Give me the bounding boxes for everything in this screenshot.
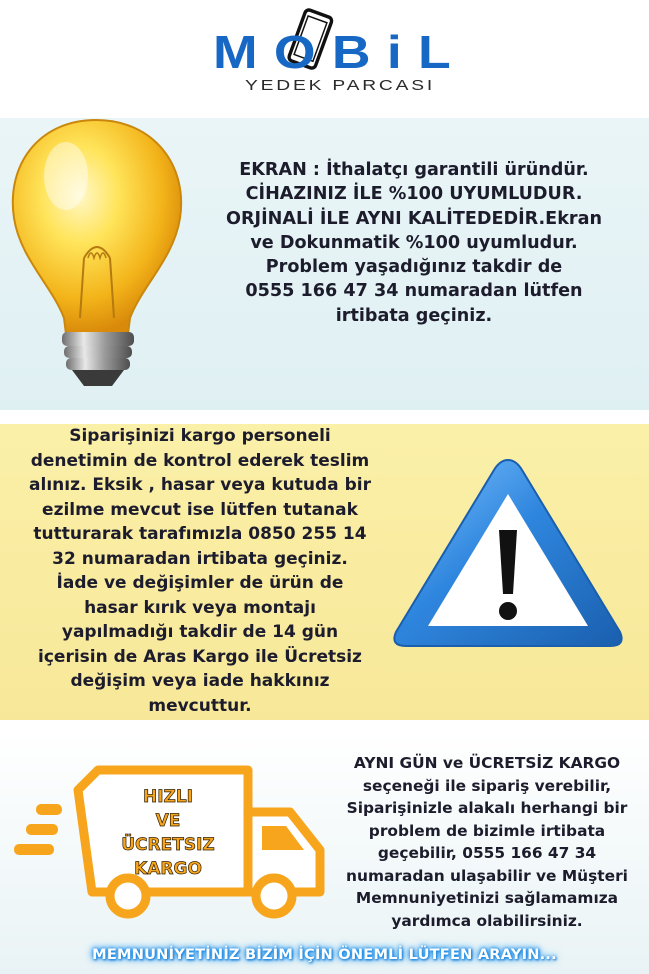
logo bbox=[205, 2, 475, 102]
info-line: EKRAN : İthalatçı garantili üründür. bbox=[239, 160, 589, 180]
info-line: ORJİNALİ İLE AYNI KALİTEDEDİR.Ekran bbox=[226, 208, 602, 229]
warning-line: İade ve değişimler de ürün de bbox=[56, 573, 344, 593]
warning-line: değişim veya iade hakkınız bbox=[70, 671, 330, 691]
warning-line: yapılmadığı takdir de 14 gün bbox=[61, 622, 339, 642]
delivery-line: problem de bizimle irtibata bbox=[368, 821, 606, 840]
warning-line: içerisin de Aras Kargo ile Ücretsiz bbox=[38, 646, 362, 667]
truck-label: VE bbox=[155, 811, 181, 831]
delivery-truck-icon bbox=[8, 750, 328, 920]
delivery-line: Memnuniyetinizi sağlamamıza bbox=[355, 889, 619, 907]
info-line: CİHAZINIZ İLE %100 UYUMLUDUR. bbox=[245, 184, 583, 205]
delivery-line: seçeneği ile sipariş verebilir, bbox=[362, 776, 612, 795]
delivery-section bbox=[0, 732, 649, 974]
info-line: ve Dokunmatik %100 uyumludur. bbox=[250, 232, 578, 253]
delivery-line: yardımca olabilirsiniz. bbox=[391, 911, 583, 930]
info-line: irtibata geçiniz. bbox=[335, 305, 493, 326]
info-line: 0555 166 47 34 numaradan lütfen bbox=[245, 281, 583, 302]
delivery-line: Siparişinizle alakalı herhangi bir bbox=[346, 799, 628, 817]
product-info-section bbox=[0, 118, 649, 410]
delivery-line: geçebilir, 0555 166 47 34 bbox=[377, 844, 597, 862]
truck-label: KARGO bbox=[134, 859, 202, 879]
warning-line: denetimin de kontrol ederek teslim bbox=[30, 450, 370, 471]
warning-line: 32 numaradan irtibata geçiniz. bbox=[52, 548, 348, 569]
warning-triangle-icon bbox=[388, 454, 628, 654]
brand-subtitle: YEDEK PARCASI bbox=[245, 77, 435, 94]
light-bulb-icon bbox=[8, 118, 188, 398]
header bbox=[0, 0, 649, 118]
product-info-text bbox=[186, 158, 642, 328]
delivery-line: AYNI GÜN ve ÜCRETSİZ KARGO bbox=[353, 754, 621, 772]
warning-line: ezilme mevcut ise lütfen tutanak bbox=[42, 499, 358, 520]
brand-name: MOBiL bbox=[213, 26, 467, 78]
divider bbox=[0, 410, 649, 424]
warning-line: mevcuttur. bbox=[148, 695, 252, 716]
truck-label: ÜCRETSIZ bbox=[121, 835, 215, 855]
delivery-info-text bbox=[330, 752, 644, 932]
warning-line: Siparişinizi kargo personeli bbox=[69, 426, 331, 446]
info-line: Problem yaşadığınız takdir de bbox=[265, 257, 563, 278]
shipping-warning-text bbox=[0, 424, 400, 718]
warning-line: hasar kırık veya montajı bbox=[84, 597, 316, 618]
footer-slogan: MEMNUNİYETİNİZ BİZİM İÇİN ÖNEMLİ LÜTFEN ARAYIN... bbox=[92, 946, 557, 963]
shipping-warning-section bbox=[0, 424, 649, 720]
delivery-line: numaradan ulaşabilir ve Müşteri bbox=[346, 866, 628, 885]
warning-line: alınız. Eksik , hasar veya kutuda bir bbox=[29, 475, 371, 495]
warning-line: tutturarak tarafımızla 0850 255 14 bbox=[33, 524, 367, 544]
truck-label: HIZLI bbox=[142, 787, 194, 807]
